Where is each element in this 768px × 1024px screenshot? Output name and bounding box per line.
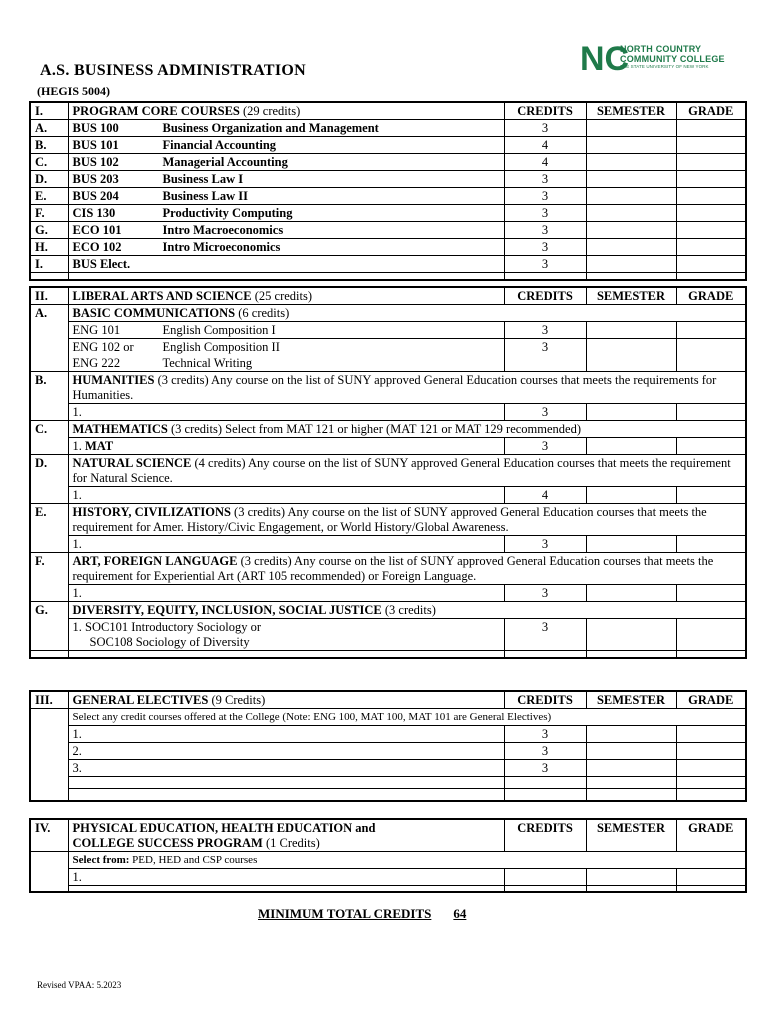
course-code: ECO 101 bbox=[72, 223, 122, 237]
course-row bbox=[30, 222, 746, 239]
semester-cell[interactable] bbox=[586, 869, 676, 886]
entry-credits: 3 bbox=[504, 726, 586, 743]
entry-row bbox=[30, 585, 746, 602]
instruction-row bbox=[30, 709, 746, 726]
total-value: 64 bbox=[453, 906, 467, 921]
entry-line[interactable]: 3. bbox=[68, 760, 504, 777]
category-f-text bbox=[30, 553, 746, 585]
category-text: (3 credits) Any course on the list of SUNY approved General Education courses that meets the requirements for Humanities. bbox=[72, 373, 717, 402]
credits-header: CREDITS bbox=[504, 691, 586, 709]
course-credits: 3 bbox=[504, 222, 586, 239]
entry-credits bbox=[504, 869, 586, 886]
category-letter: A. bbox=[30, 305, 68, 372]
grade-cell[interactable] bbox=[676, 171, 746, 188]
grade-cell[interactable] bbox=[676, 256, 746, 273]
credits-header: CREDITS bbox=[504, 819, 586, 852]
section-4-credits-note: (1 Credits) bbox=[265, 836, 320, 850]
course-row bbox=[30, 171, 746, 188]
entry-line[interactable]: 1. MAT bbox=[68, 438, 504, 455]
row-letter: E. bbox=[30, 188, 68, 205]
grade-cell[interactable] bbox=[676, 743, 746, 760]
entry-credits: 3 bbox=[504, 438, 586, 455]
course-cell bbox=[68, 154, 504, 171]
grade-cell[interactable] bbox=[676, 487, 746, 504]
section-4-header bbox=[30, 819, 746, 852]
logo-mark-text: NC bbox=[580, 40, 630, 78]
semester-cell[interactable] bbox=[586, 760, 676, 777]
entry-row bbox=[30, 743, 746, 760]
grade-cell[interactable] bbox=[676, 404, 746, 421]
row-letter: A. bbox=[30, 120, 68, 137]
course-cell bbox=[68, 222, 504, 239]
section-2-number: II. bbox=[30, 287, 68, 305]
category-title: ART, FOREIGN LANGUAGE bbox=[72, 554, 238, 568]
category-title: NATURAL SCIENCE bbox=[72, 456, 192, 470]
course-code: ENG 222 bbox=[72, 356, 121, 370]
row-letter: B. bbox=[30, 137, 68, 154]
credits-header: CREDITS bbox=[504, 287, 586, 305]
blank-row bbox=[30, 777, 746, 789]
semester-cell[interactable] bbox=[586, 726, 676, 743]
category-letter: C. bbox=[30, 421, 68, 455]
category-title: BASIC COMMUNICATIONS bbox=[72, 306, 236, 320]
entry-line[interactable]: 1. bbox=[68, 487, 504, 504]
entry-line[interactable]: 1. bbox=[68, 585, 504, 602]
grade-cell[interactable] bbox=[676, 726, 746, 743]
course-code: ENG 101 bbox=[72, 323, 121, 337]
section-4-title-1: PHYSICAL EDUCATION, HEALTH EDUCATION and bbox=[72, 821, 376, 835]
logo-line-3: THE STATE UNIVERSITY OF NEW YORK bbox=[620, 64, 709, 69]
blank-row bbox=[30, 651, 746, 658]
entry-line[interactable]: 1. bbox=[68, 726, 504, 743]
total-label: MINIMUM TOTAL CREDITS bbox=[258, 906, 432, 921]
semester-cell[interactable] bbox=[586, 137, 676, 154]
course-row bbox=[30, 256, 746, 273]
entry-credits: 3 bbox=[504, 743, 586, 760]
course-row bbox=[30, 120, 746, 137]
semester-cell[interactable] bbox=[586, 171, 676, 188]
entry-credits: 3 bbox=[504, 619, 586, 651]
revision-footer: Revised VPAA: 5.2023 bbox=[37, 980, 122, 990]
row-letter: D. bbox=[30, 171, 68, 188]
semester-cell[interactable] bbox=[586, 188, 676, 205]
grade-cell[interactable] bbox=[676, 536, 746, 553]
category-text: (3 credits) Any course on the list of SUNY approved General Education courses that meets the requirement for Amer. History/Civic Engagement, or World History/Global Awareness. bbox=[72, 505, 707, 534]
grade-cell[interactable] bbox=[676, 585, 746, 602]
page-title: A.S. BUSINESS ADMINISTRATION bbox=[40, 62, 306, 79]
course-name: Productivity Computing bbox=[162, 206, 293, 220]
course-row bbox=[30, 188, 746, 205]
grade-cell[interactable] bbox=[676, 239, 746, 256]
grade-cell[interactable] bbox=[676, 869, 746, 886]
grade-header: GRADE bbox=[676, 102, 746, 120]
course-cell bbox=[68, 137, 504, 154]
grade-cell[interactable] bbox=[676, 205, 746, 222]
section-1-title-cell bbox=[68, 102, 504, 120]
category-letter: E. bbox=[30, 504, 68, 553]
section-3-title-cell bbox=[68, 691, 504, 709]
category-text: (3 credits) Select from MAT 121 or higher (MAT 121 or MAT 129 recommended) bbox=[171, 422, 581, 436]
entry-row bbox=[30, 726, 746, 743]
course-name: Business Law II bbox=[162, 189, 248, 203]
course-credits: 3 bbox=[504, 205, 586, 222]
course-credits: 4 bbox=[504, 154, 586, 171]
semester-cell[interactable] bbox=[586, 120, 676, 137]
section-3-credits-note: (9 Credits) bbox=[211, 693, 266, 707]
course-credits: 3 bbox=[504, 188, 586, 205]
entry-row bbox=[30, 487, 746, 504]
category-title: DIVERSITY, EQUITY, INCLUSION, SOCIAL JUSTICE bbox=[72, 603, 382, 617]
semester-cell[interactable] bbox=[586, 438, 676, 455]
logo-line-2: COMMUNITY COLLEGE bbox=[620, 54, 725, 64]
row-letter: I. bbox=[30, 256, 68, 273]
course-cell bbox=[68, 188, 504, 205]
semester-cell[interactable] bbox=[586, 322, 676, 339]
section-3-table bbox=[29, 690, 747, 802]
course-name: Managerial Accounting bbox=[162, 155, 288, 169]
category-a-header bbox=[30, 305, 746, 322]
semester-cell[interactable] bbox=[586, 154, 676, 171]
semester-cell[interactable] bbox=[586, 239, 676, 256]
course-code: BUS 101 bbox=[72, 138, 119, 152]
course-name: Business Law I bbox=[162, 172, 244, 186]
section-3-header bbox=[30, 691, 746, 709]
entry-line[interactable]: 2. bbox=[68, 743, 504, 760]
course-name: English Composition II bbox=[162, 340, 280, 354]
row-letter: C. bbox=[30, 154, 68, 171]
course-cell bbox=[68, 256, 504, 273]
course-cell bbox=[68, 239, 504, 256]
category-letter: G. bbox=[30, 602, 68, 651]
section-1-number: I. bbox=[30, 102, 68, 120]
grade-cell[interactable] bbox=[676, 438, 746, 455]
row-letter: G. bbox=[30, 222, 68, 239]
row-letter: F. bbox=[30, 205, 68, 222]
section-4-title-cell bbox=[68, 819, 504, 852]
grade-cell[interactable] bbox=[676, 339, 746, 372]
category-title: HUMANITIES bbox=[72, 373, 155, 387]
section-3-title: GENERAL ELECTIVES bbox=[72, 693, 209, 707]
semester-header: SEMESTER bbox=[586, 819, 676, 852]
course-credits: 3 bbox=[504, 322, 586, 339]
course-name: Financial Accounting bbox=[162, 138, 277, 152]
course-credits: 3 bbox=[504, 239, 586, 256]
section-2-table bbox=[29, 286, 747, 659]
course-name: Intro Microeconomics bbox=[162, 240, 281, 254]
entry-row bbox=[30, 760, 746, 777]
course-code: BUS Elect. bbox=[72, 257, 131, 271]
category-letter: B. bbox=[30, 372, 68, 421]
category-b-text bbox=[30, 372, 746, 404]
course-row bbox=[30, 339, 746, 356]
category-c-text bbox=[30, 421, 746, 438]
row-letter: H. bbox=[30, 239, 68, 256]
grade-cell[interactable] bbox=[676, 120, 746, 137]
hegis-code: (HEGIS 5004) bbox=[37, 84, 111, 98]
course-row bbox=[30, 154, 746, 171]
course-cell bbox=[68, 171, 504, 188]
section-4-title-2: COLLEGE SUCCESS PROGRAM bbox=[72, 836, 263, 850]
blank-row bbox=[30, 273, 746, 280]
course-credits: 3 bbox=[504, 171, 586, 188]
semester-cell[interactable] bbox=[586, 205, 676, 222]
course-row bbox=[30, 205, 746, 222]
course-name: Technical Writing bbox=[162, 356, 253, 370]
course-code: BUS 100 bbox=[72, 121, 119, 135]
semester-header: SEMESTER bbox=[586, 287, 676, 305]
category-note: (6 credits) bbox=[238, 306, 290, 320]
grade-cell[interactable] bbox=[676, 322, 746, 339]
section-2-header bbox=[30, 287, 746, 305]
grade-cell[interactable] bbox=[676, 188, 746, 205]
entry-line[interactable]: 1. SOC101 Introductory Sociology or SOC108 Sociology of Diversity bbox=[68, 619, 504, 651]
select-label: Select from: bbox=[72, 854, 130, 866]
section-4-number: IV. bbox=[30, 819, 68, 852]
semester-cell[interactable] bbox=[586, 536, 676, 553]
grade-cell[interactable] bbox=[676, 222, 746, 239]
category-letter: D. bbox=[30, 455, 68, 504]
course-name: Intro Macroeconomics bbox=[162, 223, 284, 237]
semester-header: SEMESTER bbox=[586, 102, 676, 120]
entry-credits: 4 bbox=[504, 487, 586, 504]
course-credits: 3 bbox=[504, 256, 586, 273]
category-title: MATHEMATICS bbox=[72, 422, 168, 436]
entry-row bbox=[30, 536, 746, 553]
college-logo bbox=[580, 38, 750, 78]
course-row bbox=[30, 322, 746, 339]
category-note: (3 credits) bbox=[384, 603, 436, 617]
blank-row bbox=[30, 886, 746, 892]
course-cell bbox=[68, 120, 504, 137]
category-letter: F. bbox=[30, 553, 68, 602]
entry-credits: 3 bbox=[504, 585, 586, 602]
course-credits: 4 bbox=[504, 137, 586, 154]
entry-row bbox=[30, 404, 746, 421]
course-code: BUS 203 bbox=[72, 172, 119, 186]
grade-cell[interactable] bbox=[676, 137, 746, 154]
section-1-title: PROGRAM CORE COURSES bbox=[72, 104, 240, 118]
select-text: PED, HED and CSP courses bbox=[132, 854, 258, 866]
semester-cell[interactable] bbox=[586, 619, 676, 651]
course-cell bbox=[68, 205, 504, 222]
category-g-text bbox=[30, 602, 746, 619]
grade-cell[interactable] bbox=[676, 619, 746, 651]
blank-row bbox=[30, 789, 746, 801]
grade-header: GRADE bbox=[676, 287, 746, 305]
section-1-header bbox=[30, 102, 746, 120]
section-2-credits-note: (25 credits) bbox=[254, 289, 313, 303]
course-code: ENG 102 or bbox=[72, 340, 134, 354]
grade-cell[interactable] bbox=[676, 154, 746, 171]
select-row bbox=[30, 852, 746, 869]
entry-credits: 3 bbox=[504, 404, 586, 421]
entry-row bbox=[30, 438, 746, 455]
entry-line[interactable]: 1. bbox=[68, 536, 504, 553]
entry-row bbox=[30, 619, 746, 651]
entry-credits: 3 bbox=[504, 536, 586, 553]
logo-line-1: NORTH COUNTRY bbox=[620, 44, 702, 54]
semester-cell[interactable] bbox=[586, 222, 676, 239]
semester-cell[interactable] bbox=[586, 256, 676, 273]
course-name: English Composition I bbox=[162, 323, 276, 337]
section-2-title-cell bbox=[68, 287, 504, 305]
electives-instruction: Select any credit courses offered at the College (Note: ENG 100, MAT 100, MAT 101 are General Electives) bbox=[68, 709, 746, 726]
semester-header: SEMESTER bbox=[586, 691, 676, 709]
category-text: (3 credits) Any course on the list of SUNY approved General Education courses that meets the requirement for Experiential Art (ART 105 recommended) or Foreign Language. bbox=[72, 554, 714, 583]
category-title: HISTORY, CIVILIZATIONS bbox=[72, 505, 231, 519]
category-e-text bbox=[30, 504, 746, 536]
grade-header: GRADE bbox=[676, 691, 746, 709]
category-d-text bbox=[30, 455, 746, 487]
credits-header: CREDITS bbox=[504, 102, 586, 120]
course-code: CIS 130 bbox=[72, 206, 116, 220]
course-code: ECO 102 bbox=[72, 240, 122, 254]
section-2-title: LIBERAL ARTS AND SCIENCE bbox=[72, 289, 252, 303]
semester-cell[interactable] bbox=[586, 487, 676, 504]
grade-header: GRADE bbox=[676, 819, 746, 852]
entry-credits: 3 bbox=[504, 760, 586, 777]
semester-cell[interactable] bbox=[586, 339, 676, 372]
section-3-number: III. bbox=[30, 691, 68, 709]
section-1-table bbox=[29, 101, 747, 281]
minimum-total-credits bbox=[258, 906, 466, 922]
semester-cell[interactable] bbox=[586, 585, 676, 602]
semester-cell[interactable] bbox=[586, 743, 676, 760]
entry-line[interactable]: 1. bbox=[68, 869, 504, 886]
course-name: Business Organization and Management bbox=[162, 121, 379, 135]
course-row bbox=[30, 239, 746, 256]
entry-line[interactable]: 1. bbox=[68, 404, 504, 421]
course-code: BUS 204 bbox=[72, 189, 119, 203]
entry-row bbox=[30, 869, 746, 886]
section-1-credits-note: (29 credits) bbox=[243, 104, 301, 118]
grade-cell[interactable] bbox=[676, 760, 746, 777]
semester-cell[interactable] bbox=[586, 404, 676, 421]
section-4-table bbox=[29, 818, 747, 893]
category-text: (4 credits) Any course on the list of SUNY approved General Education courses that meets the requirement for Natural Science. bbox=[72, 456, 731, 485]
course-credits: 3 bbox=[504, 120, 586, 137]
course-credits: 3 bbox=[504, 339, 586, 372]
course-row bbox=[30, 137, 746, 154]
category-a-title-cell bbox=[68, 305, 746, 322]
nc-logo-mark-icon bbox=[580, 38, 630, 78]
course-code: BUS 102 bbox=[72, 155, 119, 169]
